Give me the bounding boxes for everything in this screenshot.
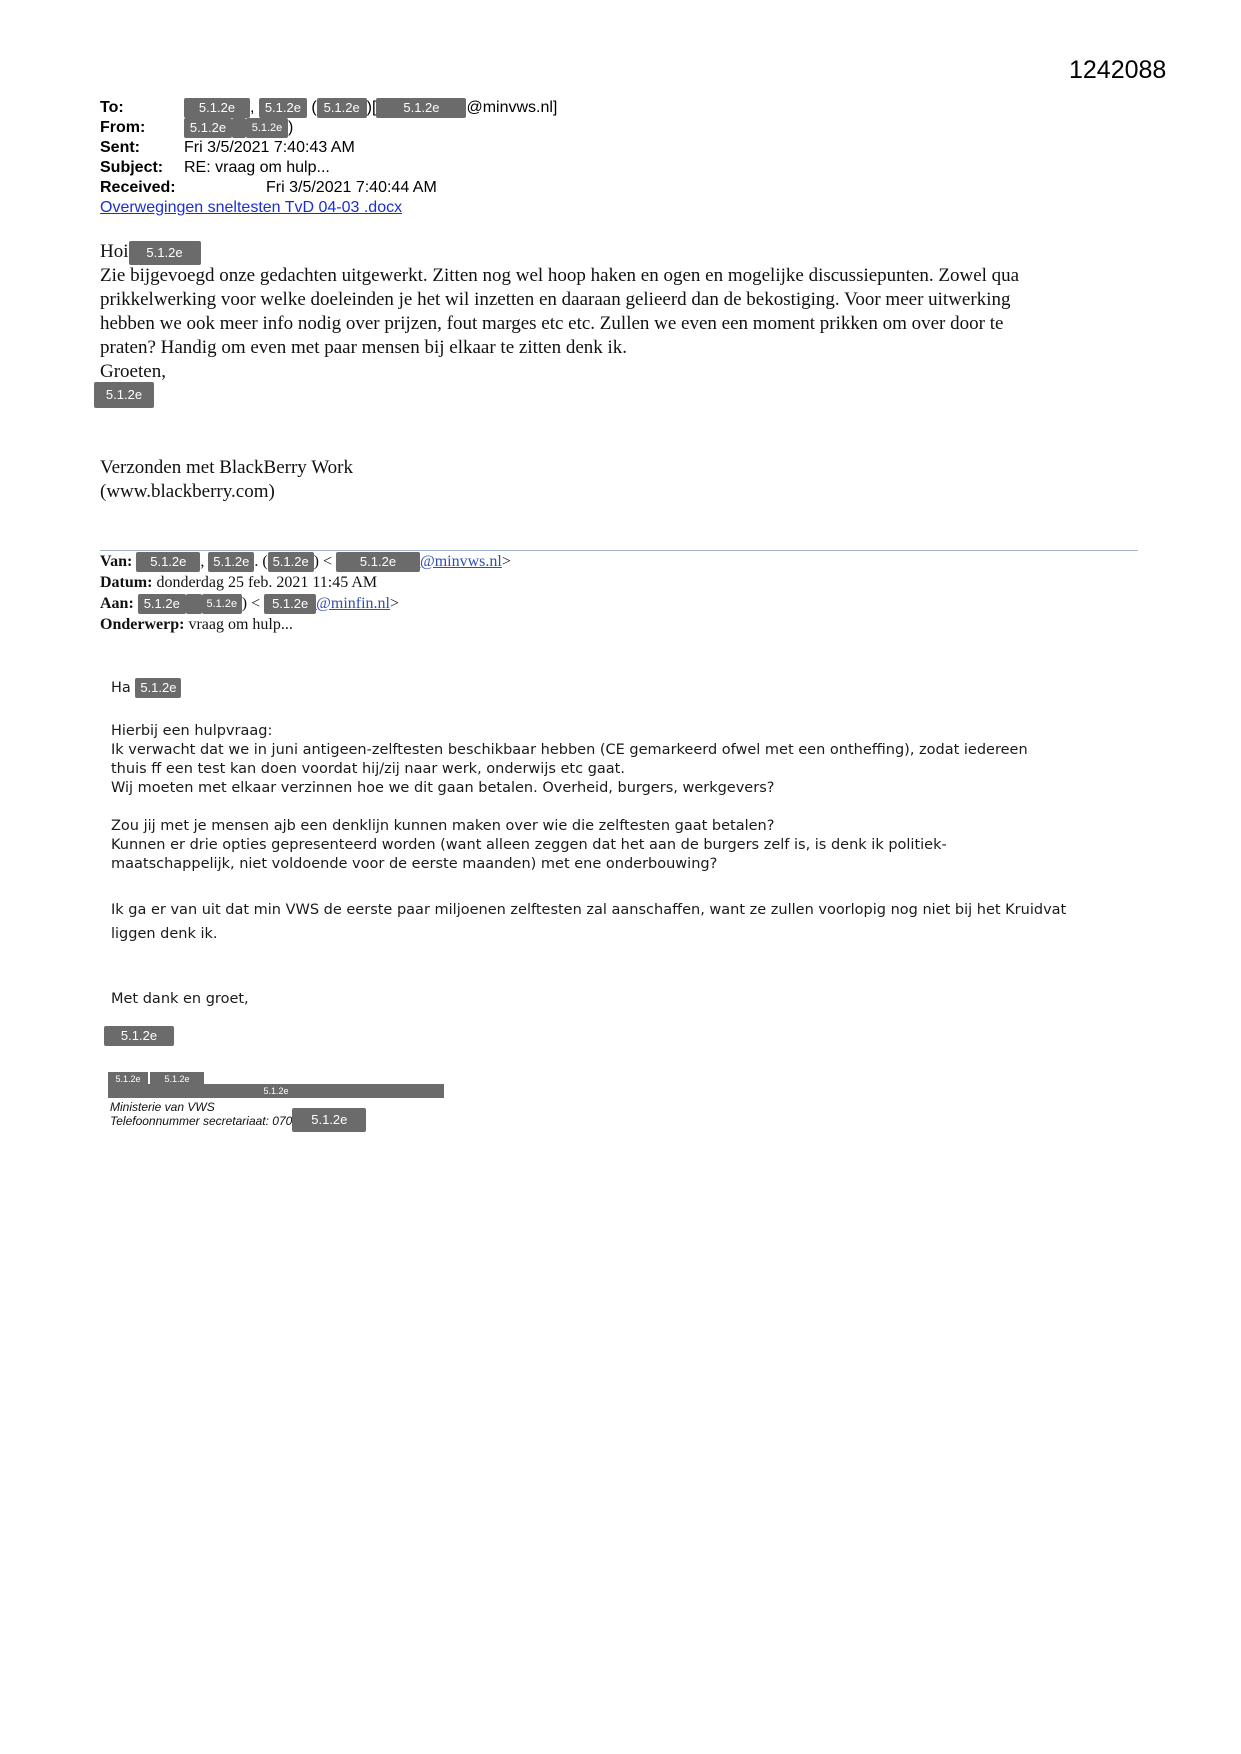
original-paragraph-3 — [111, 898, 1066, 946]
email-header — [100, 98, 557, 218]
redaction: 5.1.2e — [208, 552, 254, 572]
reply-line: prikkelwerking voor welke doeleinden je het wil inzetten en daaraan gelieerd dan de bekostiging. Voor meer uitwerking — [100, 289, 1011, 310]
original-line: Ik ga er van uit dat min VWS de eerste paar miljoenen zelftesten zal aanschaffen, want ze zullen voorlopig nog niet bij het Kruidvat — [111, 902, 1067, 918]
original-line: Ik verwacht dat we in juni antigeen-zelftesten beschikbaar hebben (CE gemarkeerd ofwel met een ontheffing), zodat iedereen — [111, 742, 1028, 758]
reply-body — [100, 240, 1019, 384]
redaction: 5.1.2e — [104, 1026, 174, 1046]
redaction-small — [186, 594, 202, 614]
redaction-small — [232, 118, 246, 138]
to-row: To: 5.1.2e , 5.1.2e ( 5.1.2e )[ 5.1.2e @minvws.nl] — [100, 99, 558, 117]
redaction: 5.1.2e — [94, 382, 154, 408]
redaction: 5.1.2e — [135, 678, 181, 698]
original-line: maatschappelijk, niet voldoende voor de eerste maanden) met ene onderbouwing? — [111, 856, 718, 872]
original-body — [111, 722, 1028, 874]
onderwerp-row — [100, 615, 511, 636]
phone-prefix: Telefoonnummer secretariaat: 070 — [110, 1114, 293, 1128]
original-greeting: Ha — [111, 680, 131, 696]
redaction: 5.1.2e — [184, 98, 250, 118]
redaction: 5.1.2e — [184, 118, 232, 138]
redaction-small — [150, 1072, 204, 1086]
reply-line: hebben we ook meer info nodig over prijzen, fout marges etc etc. Zullen we even een moment prikken om over door te — [100, 313, 1004, 334]
redaction: 5.1.2e — [336, 552, 420, 572]
redaction: 5.1.2e — [202, 594, 242, 614]
redaction: 5.1.2e — [129, 241, 201, 265]
redacted-name-block — [108, 1072, 444, 1098]
redaction: 5.1.2e — [292, 1108, 366, 1132]
document-number: 1242088 — [1069, 56, 1167, 84]
signature-line: Verzonden met BlackBerry Work — [100, 457, 353, 478]
original-signature-redaction — [104, 1026, 174, 1046]
aan-row: Aan: 5.1.2e 5.1.2e ) < 5.1.2e @minfin.nl> — [100, 594, 511, 615]
to-label: To: — [100, 99, 124, 117]
subject-label: Subject: — [100, 159, 164, 176]
to-domain: @minvws.nl] — [466, 99, 558, 117]
redaction-small — [108, 1072, 148, 1090]
aan-domain-link[interactable]: @minfin.nl — [316, 595, 390, 612]
separator-line — [100, 550, 1138, 551]
redaction-code: 5.1.2e — [115, 1074, 141, 1084]
phone-row — [110, 1106, 366, 1136]
onderwerp-value: vraag om hulp... — [188, 616, 293, 633]
redaction: 5.1.2e — [264, 594, 316, 614]
reply-line: praten? Handig om even met paar mensen bij elkaar te zitten denk ik. — [100, 337, 628, 358]
original-line: liggen denk ik. — [111, 926, 218, 942]
received-value: Fri 3/5/2021 7:40:44 AM — [266, 179, 437, 196]
ministry-line: Ministerie van VWS — [110, 1100, 215, 1114]
datum-label: Datum: — [100, 574, 153, 591]
subject-value: RE: vraag om hulp... — [184, 159, 330, 176]
redaction: 5.1.2e — [317, 98, 367, 118]
original-line: Wij moeten met elkaar verzinnen hoe we dit gaan betalen. Overheid, burgers, werkgevers? — [111, 780, 775, 796]
sent-value: Fri 3/5/2021 7:40:43 AM — [184, 139, 355, 156]
received-label: Received: — [100, 179, 176, 196]
redaction: 5.1.2e — [259, 98, 307, 118]
original-line: thuis ff een test kan doen voordat hij/zij naar werk, onderwijs etc gaat. — [111, 761, 625, 777]
original-line: Kunnen er drie opties gepresenteerd worden (want alleen zeggen dat het aan de burgers zelf is, is denk ik politiek- — [111, 837, 947, 853]
reply-line: Zie bijgevoegd onze gedachten uitgewerkt. Zitten nog wel hoop haken en ogen en mogelijke discussiepunten. Zowel qua — [100, 265, 1020, 286]
redaction: 5.1.2e — [136, 552, 200, 572]
reply-greeting-row — [100, 240, 1019, 264]
onderwerp-label: Onderwerp: — [100, 616, 185, 633]
van-label: Van: — [100, 553, 133, 570]
attachment-link[interactable]: Overwegingen sneltesten TvD 04-03 .docx — [100, 199, 403, 216]
blackberry-signature — [100, 456, 353, 504]
original-intro: Hierbij een hulpvraag: — [111, 723, 273, 739]
reply-closing: Groeten, — [100, 361, 166, 382]
datum-row — [100, 573, 511, 594]
redaction-code: 5.1.2e — [164, 1074, 190, 1084]
original-closing: Met dank en groet, — [111, 991, 249, 1007]
subject-row — [100, 158, 557, 178]
sent-label: Sent: — [100, 139, 140, 156]
van-row: Van: 5.1.2e , 5.1.2e . ( 5.1.2e ) < 5.1.2e @minvws.nl> — [100, 552, 511, 573]
attachment-row — [100, 198, 557, 218]
redaction: 5.1.2e — [376, 98, 466, 118]
original-greeting-row — [111, 678, 181, 698]
datum-value: donderdag 25 feb. 2021 11:45 AM — [156, 574, 378, 591]
van-domain-link[interactable]: @minvws.nl — [420, 553, 502, 570]
received-row — [100, 178, 557, 198]
aan-label: Aan: — [100, 595, 134, 612]
reply-greeting: Hoi — [100, 241, 129, 262]
redaction-code: 5.1.2e — [263, 1086, 289, 1096]
reply-signature-redaction — [94, 382, 154, 408]
redaction: 5.1.2e — [138, 594, 186, 614]
redaction: 5.1.2e — [246, 118, 288, 138]
redaction-bar — [108, 1084, 444, 1098]
from-label: From: — [100, 119, 146, 137]
forwarded-header — [100, 552, 511, 636]
redaction: 5.1.2e — [268, 552, 314, 572]
from-row: From: 5.1.2e 5.1.2e ) — [100, 119, 294, 137]
sent-row — [100, 138, 557, 158]
original-line: Zou jij met je mensen ajb een denklijn kunnen maken over wie die zelftesten gaat betalen? — [111, 818, 775, 834]
signature-line: (www.blackberry.com) — [100, 481, 275, 502]
